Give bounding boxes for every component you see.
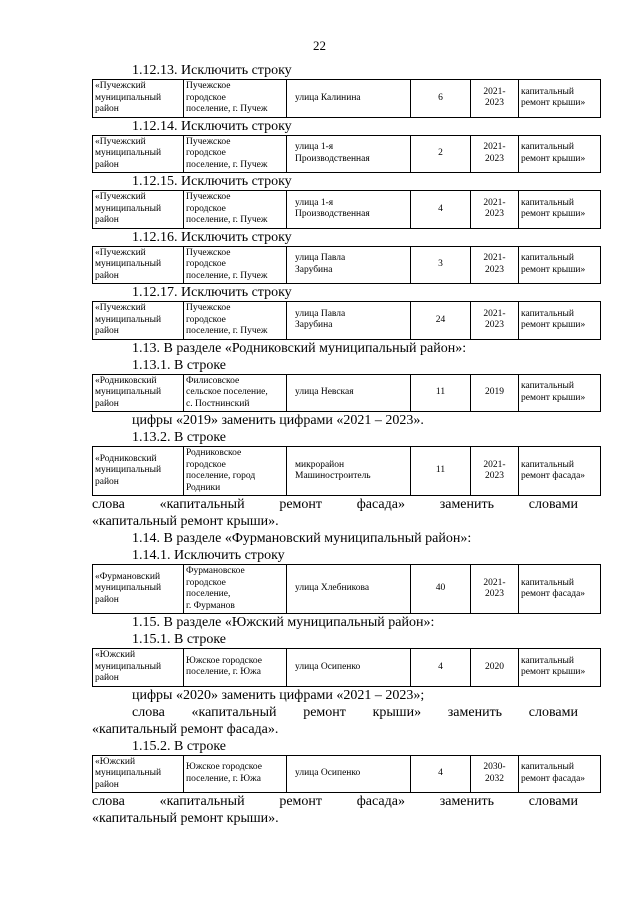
word: фасада»: [356, 794, 405, 809]
word: «капитальный: [159, 794, 245, 809]
settlement-cell: Родниковское городское поселение, город Родники: [184, 447, 287, 496]
word: заменить: [447, 704, 503, 720]
district-cell: «Пучежский муниципальный район: [93, 246, 184, 284]
register-row-table: [92, 79, 601, 118]
word: заменить: [439, 794, 495, 809]
register-row-table: [92, 246, 601, 285]
district-cell: «Южский муниципальный район: [93, 649, 184, 687]
work-type-cell: капитальный ремонт крыши»: [519, 246, 601, 284]
justified-text-line: [92, 496, 578, 513]
work-type-cell: капитальный ремонт крыши»: [519, 374, 601, 412]
period-cell: 2020: [471, 649, 519, 687]
street-cell: улица Невская: [287, 374, 411, 412]
section-heading: 1.12.13. Исключить строку: [132, 63, 292, 78]
district-cell: «Родниковский муниципальный район: [93, 447, 184, 496]
section-heading: 1.15.2. В строке: [132, 738, 227, 754]
justified-text-line: [92, 793, 578, 810]
table-row: [93, 374, 601, 412]
house-number-cell: 40: [411, 565, 471, 614]
period-cell: 2021- 2023: [471, 135, 519, 173]
word: фасада»: [356, 497, 405, 512]
settlement-cell: Пучежское городское поселение, г. Пучеж: [184, 246, 287, 284]
house-number-cell: 11: [411, 374, 471, 412]
street-cell: улица 1-я Производственная: [287, 191, 411, 229]
settlement-cell: Пучежское городское поселение, г. Пучеж: [184, 191, 287, 229]
document-body: [92, 62, 586, 827]
house-number-cell: 4: [411, 191, 471, 229]
street-cell: улица 1-я Производственная: [287, 135, 411, 173]
table-row: [93, 302, 601, 340]
page-number: 22: [313, 38, 326, 53]
text-line: «капитальный ремонт крыши».: [92, 514, 279, 529]
word: ремонт: [303, 704, 346, 720]
section-heading: цифры «2020» заменить цифрами «2021 – 2023»;: [132, 687, 425, 703]
section-heading: 1.12.16. Исключить строку: [132, 229, 292, 245]
settlement-cell: Фурмановское городское поселение, г. Фурманов: [184, 565, 287, 614]
register-row-table: [92, 446, 601, 496]
table-row: [93, 755, 601, 793]
house-number-cell: 6: [411, 80, 471, 118]
settlement-cell: Южское городское поселение, г. Южа: [184, 755, 287, 793]
section-heading: 1.13.1. В строке: [132, 357, 227, 373]
settlement-cell: Филисовское сельское поселение, с. Постнинский: [184, 374, 287, 412]
period-cell: 2021- 2023: [471, 80, 519, 118]
register-row-table: [92, 755, 601, 794]
register-row-table: [92, 190, 601, 229]
word: словами: [528, 497, 578, 512]
word: ремонт: [279, 794, 322, 809]
district-cell: «Родниковский муниципальный район: [93, 374, 184, 412]
work-type-cell: капитальный ремонт фасада»: [519, 447, 601, 496]
period-cell: 2021- 2023: [471, 191, 519, 229]
justified-text-line: [92, 704, 578, 721]
register-row-table: [92, 648, 601, 687]
house-number-cell: 3: [411, 246, 471, 284]
register-row-table: [92, 301, 601, 340]
house-number-cell: 2: [411, 135, 471, 173]
register-row-table: [92, 564, 601, 614]
district-cell: «Фурмановский муниципальный район: [93, 565, 184, 614]
district-cell: «Пучежский муниципальный район: [93, 80, 184, 118]
work-type-cell: капитальный ремонт крыши»: [519, 649, 601, 687]
table-row: [93, 80, 601, 118]
period-cell: 2030- 2032: [471, 755, 519, 793]
settlement-cell: Южское городское поселение, г. Южа: [184, 649, 287, 687]
section-heading: 1.13.2. В строке: [132, 430, 227, 445]
table-row: [93, 191, 601, 229]
word: слова: [92, 497, 125, 512]
table-row: [93, 649, 601, 687]
word: заменить: [439, 497, 495, 512]
word: слова: [92, 794, 125, 809]
section-heading: 1.13. В разделе «Родниковский муниципальный район»:: [132, 340, 467, 356]
house-number-cell: 4: [411, 649, 471, 687]
table-row: [93, 135, 601, 173]
house-number-cell: 4: [411, 755, 471, 793]
street-cell: улица Осипенко: [287, 755, 411, 793]
work-type-cell: капитальный ремонт крыши»: [519, 80, 601, 118]
table-row: [93, 246, 601, 284]
table-row: [93, 565, 601, 614]
text-line: «капитальный ремонт крыши».: [92, 811, 279, 826]
district-cell: «Пучежский муниципальный район: [93, 302, 184, 340]
street-cell: микрорайон Машиностроитель: [287, 447, 411, 496]
table-row: [93, 447, 601, 496]
word: «капитальный: [159, 497, 245, 512]
work-type-cell: капитальный ремонт крыши»: [519, 135, 601, 173]
settlement-cell: Пучежское городское поселение, г. Пучеж: [184, 302, 287, 340]
work-type-cell: капитальный ремонт крыши»: [519, 302, 601, 340]
register-row-table: [92, 135, 601, 174]
word: ремонт: [279, 497, 322, 512]
street-cell: улица Осипенко: [287, 649, 411, 687]
street-cell: улица Калинина: [287, 80, 411, 118]
section-heading: 1.12.15. Исключить строку: [132, 174, 292, 189]
period-cell: 2021- 2023: [471, 447, 519, 496]
word: словами: [528, 794, 578, 809]
section-heading: 1.12.17. Исключить строку: [132, 285, 292, 300]
street-cell: улица Хлебникова: [287, 565, 411, 614]
period-cell: 2021- 2023: [471, 246, 519, 284]
period-cell: 2021- 2023: [471, 302, 519, 340]
house-number-cell: 11: [411, 447, 471, 496]
word: словами: [528, 704, 578, 720]
period-cell: 2021- 2023: [471, 565, 519, 614]
work-type-cell: капитальный ремонт фасада»: [519, 565, 601, 614]
street-cell: улица Павла Зарубина: [287, 302, 411, 340]
section-heading: 1.12.14. Исключить строку: [132, 118, 292, 134]
district-cell: «Пучежский муниципальный район: [93, 191, 184, 229]
register-row-table: [92, 374, 601, 413]
district-cell: «Южский муниципальный район: [93, 755, 184, 793]
settlement-cell: Пучежское городское поселение, г. Пучеж: [184, 80, 287, 118]
street-cell: улица Павла Зарубина: [287, 246, 411, 284]
work-type-cell: капитальный ремонт фасада»: [519, 755, 601, 793]
section-heading: цифры «2019» заменить цифрами «2021 – 2023».: [132, 413, 424, 428]
section-heading: 1.14. В разделе «Фурмановский муниципальный район»:: [132, 531, 472, 546]
word: «капитальный: [191, 704, 277, 720]
section-heading: 1.15.1. В строке: [132, 632, 227, 647]
work-type-cell: капитальный ремонт крыши»: [519, 191, 601, 229]
period-cell: 2019: [471, 374, 519, 412]
district-cell: «Пучежский муниципальный район: [93, 135, 184, 173]
house-number-cell: 24: [411, 302, 471, 340]
section-heading: 1.15. В разделе «Южский муниципальный район»:: [132, 615, 435, 630]
word: слова: [132, 704, 165, 720]
text-line: «капитальный ремонт фасада».: [92, 721, 279, 737]
section-heading: 1.14.1. Исключить строку: [132, 548, 285, 563]
word: крыши»: [372, 704, 422, 720]
settlement-cell: Пучежское городское поселение, г. Пучеж: [184, 135, 287, 173]
